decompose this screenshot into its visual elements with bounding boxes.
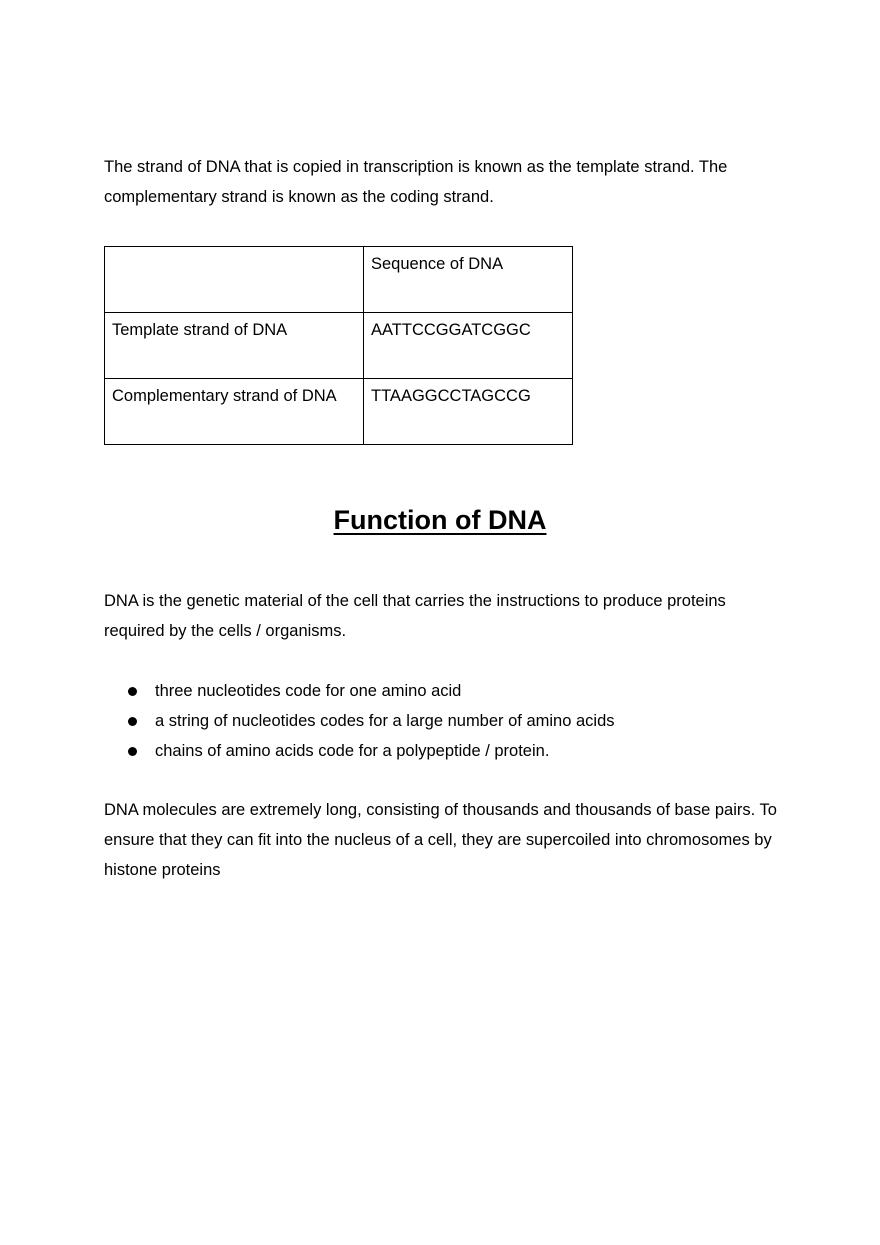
intro-paragraph: The strand of DNA that is copied in transcription is known as the template strand. The complementary strand is known as the coding strand. xyxy=(104,158,728,206)
table-row-label: Template strand of DNA xyxy=(105,313,364,379)
bullet-icon xyxy=(128,747,137,756)
list-item xyxy=(104,706,615,736)
table-header-row xyxy=(105,247,573,313)
table-row xyxy=(105,379,573,445)
dna-sequence-table xyxy=(104,246,573,445)
function-paragraph: DNA is the genetic material of the cell that carries the instructions to produce proteins required by the cells / organisms. xyxy=(104,592,726,640)
bullet-list xyxy=(104,676,615,766)
bullet-icon xyxy=(128,717,137,726)
list-item-text: three nucleotides code for one amino acid xyxy=(155,682,462,700)
list-item xyxy=(104,736,615,766)
table-cell-sequence: AATTCCGGATCGGC xyxy=(364,313,573,379)
table-row-label: Complementary strand of DNA xyxy=(105,379,364,445)
table-header-sequence: Sequence of DNA xyxy=(364,247,573,313)
section-heading: Function of DNA xyxy=(333,505,547,535)
table-cell xyxy=(105,247,364,313)
list-item-text: a string of nucleotides codes for a large number of amino acids xyxy=(155,712,615,730)
closing-paragraph: DNA molecules are extremely long, consisting of thousands and thousands of base pairs. To ensure that they can fit into the nucleus of a cell, they are supercoiled into chromosomes by histone proteins xyxy=(104,801,777,879)
bullet-icon xyxy=(128,687,137,696)
table-cell-sequence: TTAAGGCCTAGCCG xyxy=(364,379,573,445)
list-item xyxy=(104,676,615,706)
list-item-text: chains of amino acids code for a polypeptide / protein. xyxy=(155,742,550,760)
table-row xyxy=(105,313,573,379)
